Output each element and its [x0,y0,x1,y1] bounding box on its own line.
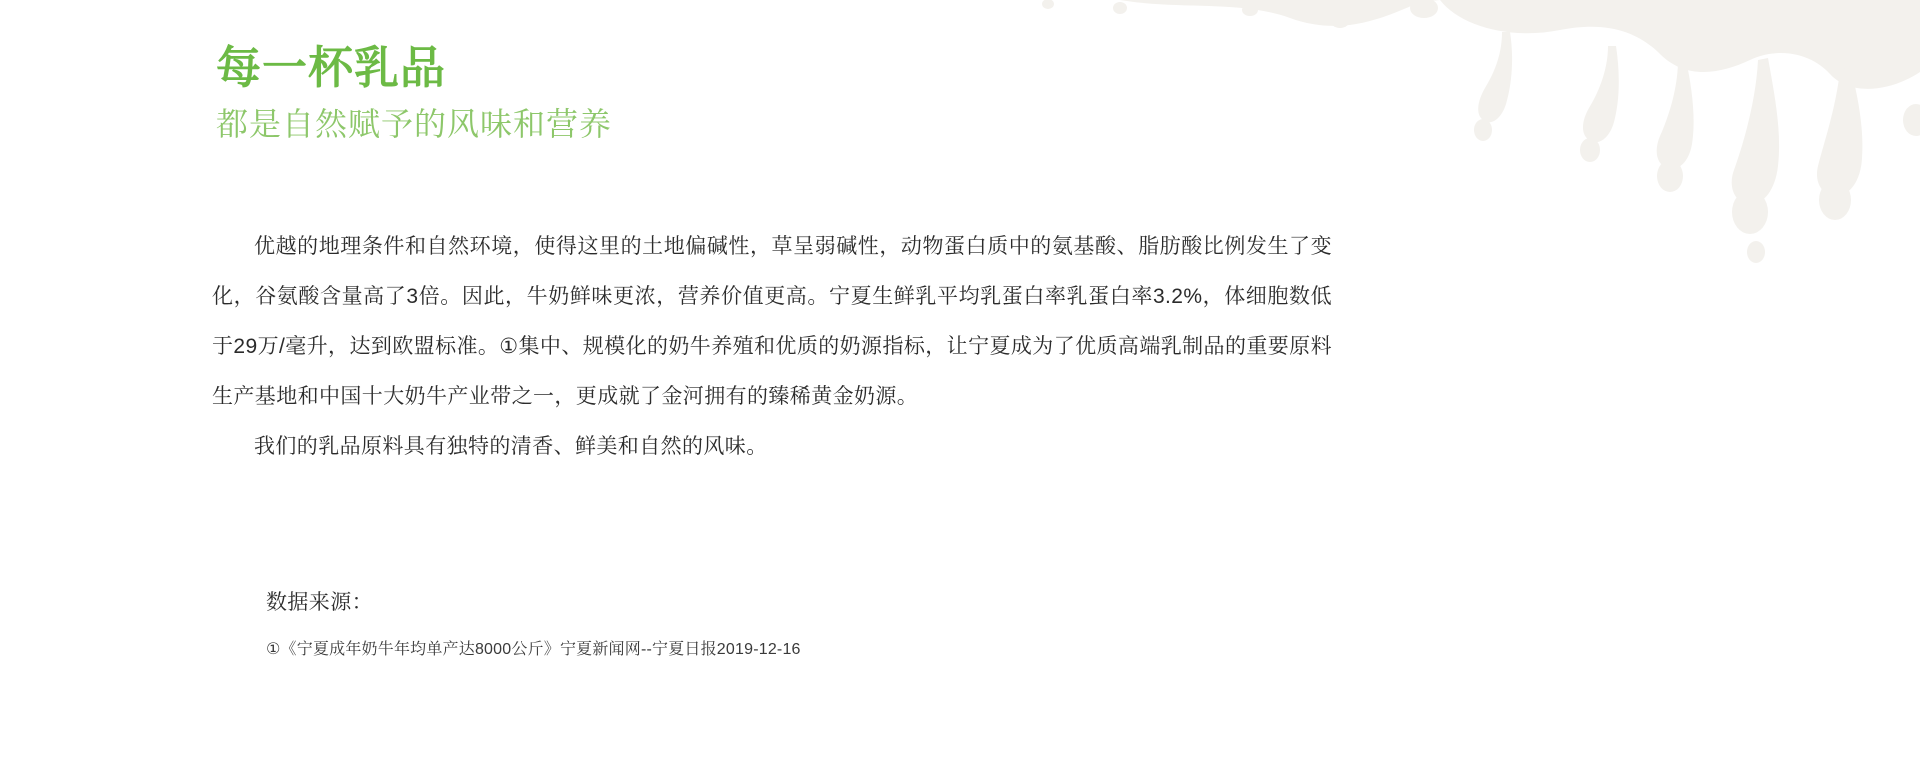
headline-block [216,44,612,144]
body-paragraph: 我们的乳品原料具有独特的清香、鲜美和自然的风味。 [254,435,768,458]
headline-main: 每一杯乳品 [216,42,447,93]
source-block [266,588,1266,662]
body-paragraph: 优越的地理条件和自然环境，使得这里的土地偏碱性，草呈弱碱性，动物蛋白质中的氨基酸、脂肪酸比例发生了变化，谷氨酸含量高了3倍。因此，牛奶鲜味更浓，营养价值更高。宁夏生鲜乳平均乳蛋白率乳蛋白率3.2%，体细胞数低于29万/毫升，达到欧盟标准。①集中、规模化的奶牛养殖和优质的奶源指标，让宁夏成为了优质高端乳制品的重要原料生产基地和中国十大奶牛产业带之一，更成就了金河拥有的臻稀黄金奶源。 [212,235,1332,408]
source-title: 数据来源： [266,591,373,614]
headline-sub: 都是自然赋予的风味和营养 [216,106,613,143]
source-item: ①《宁夏成年奶牛年均单产达8000公斤》宁夏新闻网--宁夏日报2019-12-16 [266,641,801,659]
body-block [212,222,1332,472]
